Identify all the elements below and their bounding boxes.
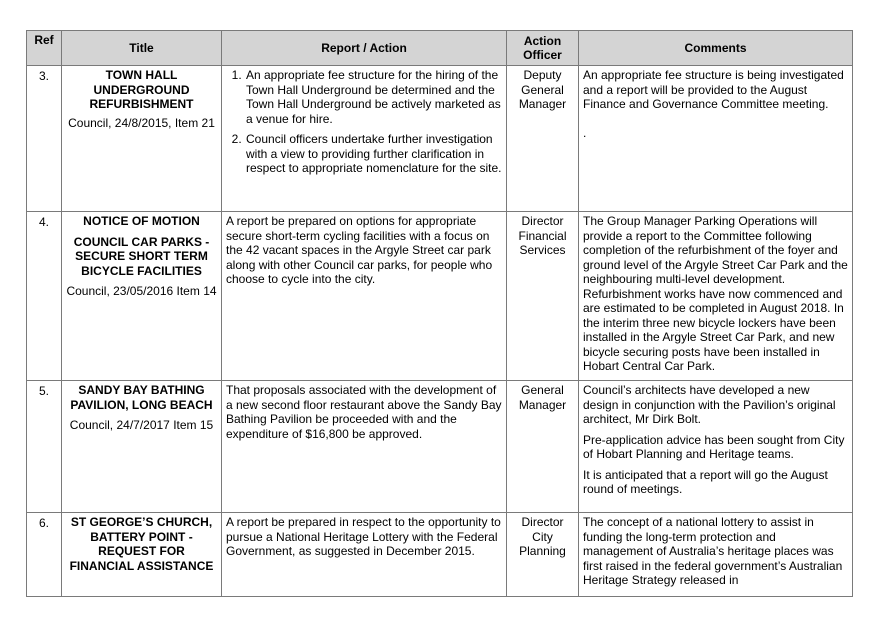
row-report: That proposals associated with the development of a new second floor restaurant above the Sandy Bay Bathing Pavilion be proceeded with and the expenditure of $16,800 be approved. [222, 381, 507, 513]
row-title: SANDY BAY BATHING PAVILION, LONG BEACH [70, 383, 213, 412]
row-comments-cell [579, 212, 853, 381]
row-officer: Director City Planning [507, 513, 579, 597]
action-items-table [26, 30, 853, 597]
row-title: COUNCIL CAR PARKS - SECURE SHORT TERM BICYCLE FACILITIES [73, 234, 210, 278]
row-meeting: Council, 23/05/2016 Item 14 [66, 284, 217, 298]
row-ref: 5. [27, 381, 62, 513]
table-row [27, 66, 853, 212]
comment-paragraph: Council’s architects have developed a new design in conjunction with the Pavilion’s original architect, Mr Dirk Bolt. [583, 383, 836, 426]
comment-paragraph: The concept of a national lottery to assist in funding the long-term protection and management of Australia’s heritage places was first raised in the federal government’s Australian Heritage Strategy released in [583, 515, 843, 587]
row-meeting: Council, 24/7/2017 Item 15 [69, 418, 214, 432]
comment-paragraph: An appropriate fee structure is being investigated and a report will be provided to the August Finance and Governance Committee meeting. [583, 68, 844, 111]
row-title-prefix: NOTICE OF MOTION [83, 214, 200, 228]
row-comments-cell [579, 513, 853, 597]
table-row [27, 513, 853, 597]
row-title-cell [62, 66, 222, 212]
row-officer: General Manager [507, 381, 579, 513]
report-list-item: 1. An appropriate fee structure for the hiring of the Town Hall Underground be determined and the Town Hall Underground be actively marketed as a venue for hire. [245, 68, 502, 126]
comment-paragraph: Pre-application advice has been sought from City of Hobart Planning and Heritage teams. [583, 432, 845, 461]
row-ref: 3. [27, 66, 62, 212]
row-report-cell [222, 66, 507, 212]
row-meeting: Council, 24/8/2015, Item 21 [68, 115, 215, 130]
row-title-cell [62, 381, 222, 513]
table-header-row [27, 31, 853, 66]
row-comments-cell [579, 381, 853, 513]
row-officer: Deputy General Manager [507, 66, 579, 212]
comment-paragraph: . [583, 125, 587, 140]
row-title: ST GEORGE’S CHURCH, BATTERY POINT - REQUEST FOR FINANCIAL ASSISTANCE [69, 515, 214, 573]
row-comments-cell [579, 66, 853, 212]
header-ref: Ref [27, 31, 62, 66]
report-list-item: 2. Council officers undertake further investigation with a view to providing further clarification in respect to appropriate nomenclature for the site. [245, 132, 502, 176]
row-ref: 4. [27, 212, 62, 381]
row-title-cell [62, 513, 222, 597]
row-officer: Director Financial Services [507, 212, 579, 381]
comment-paragraph: The Group Manager Parking Operations will provide a report to the Committee following completion of the refurbishment of the foyer and ground level of the Argyle Street Car Park and the neighbouring multi-level development. Refurbishment works have now commenced and are estimated to be completed in August 2018. In the interim three new bicycle lockers have been installed in the Argyle Street Car Park, and new bicycle securing posts have been installed in Hobart Central Car Park. [583, 214, 848, 373]
table-row [27, 212, 853, 381]
table-row [27, 381, 853, 513]
row-report: A report be prepared in respect to the opportunity to pursue a National Heritage Lottery with the Federal Government, as suggested in December 2015. [222, 513, 507, 597]
header-action-officer: Action Officer [507, 31, 579, 66]
report-list [226, 68, 502, 176]
header-comments: Comments [579, 31, 853, 66]
row-title-cell [62, 212, 222, 381]
header-title: Title [62, 31, 222, 66]
row-ref: 6. [27, 513, 62, 597]
row-report: A report be prepared on options for appropriate secure short-term cycling facilities with a focus on the 42 vacant spaces in the Argyle Street car park along with other Council car parks, for people who choose to cycle into the city. [222, 212, 507, 381]
row-title: TOWN HALL UNDERGROUND REFURBISHMENT [89, 68, 194, 111]
comment-paragraph: It is anticipated that a report will go the August round of meetings. [583, 467, 828, 496]
header-report-action: Report / Action [222, 31, 507, 66]
